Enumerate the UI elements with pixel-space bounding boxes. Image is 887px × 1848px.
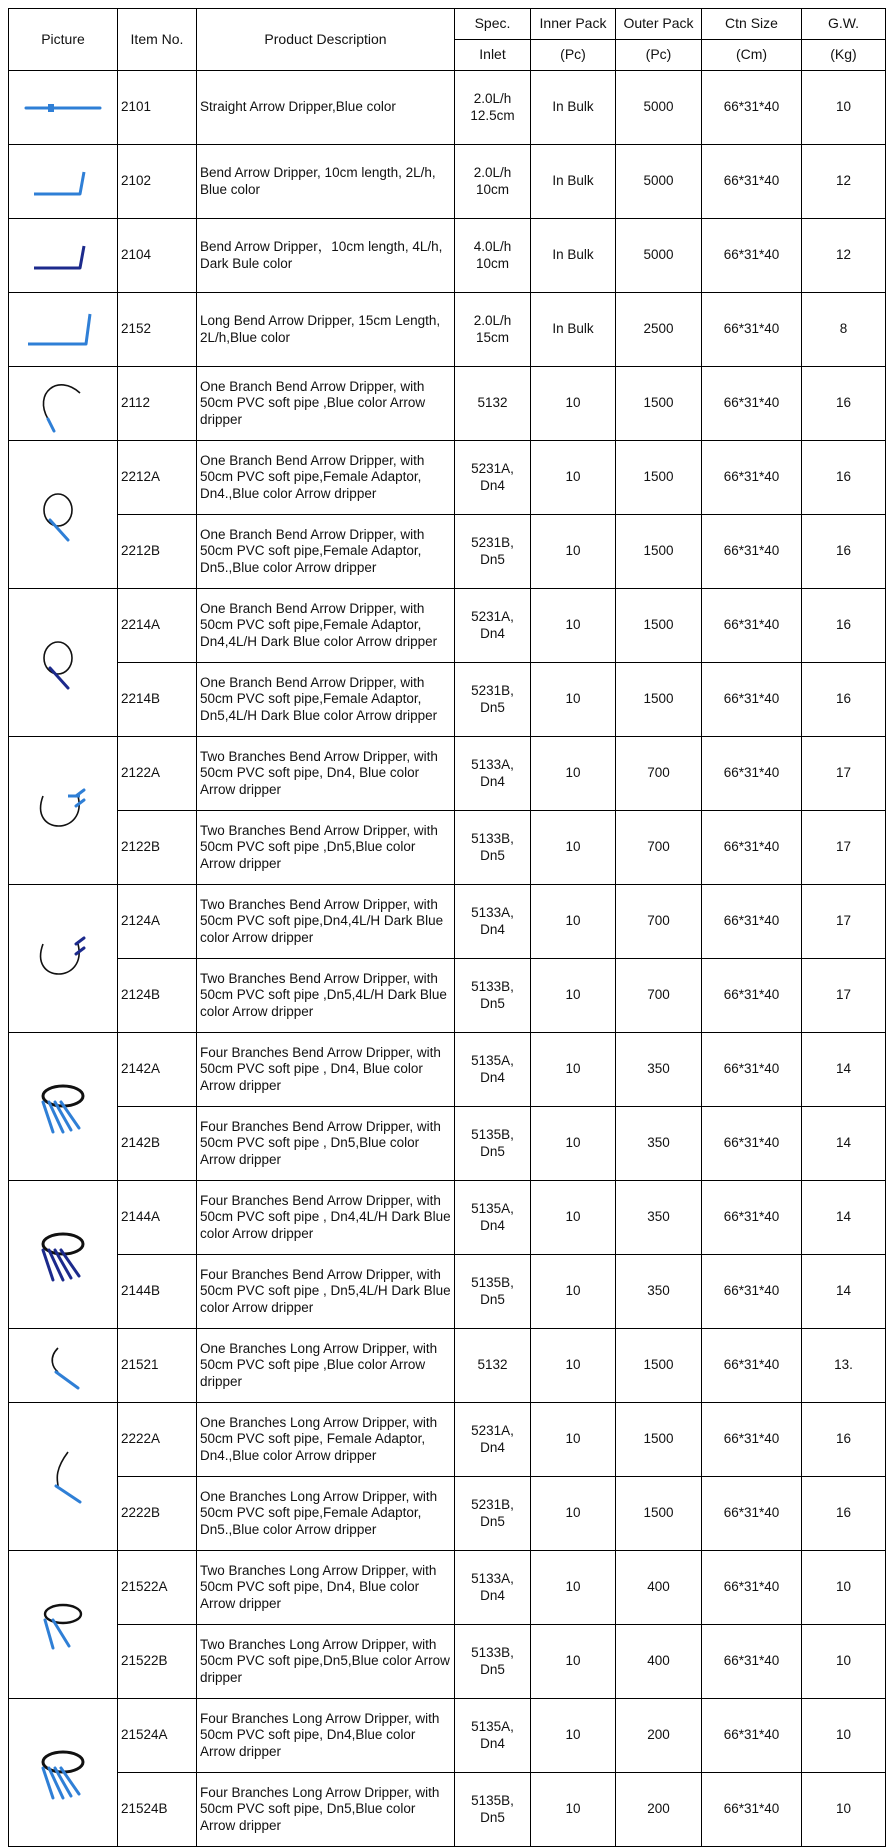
inner-pack-cell: 10 bbox=[531, 1477, 616, 1551]
outer-pack-cell: 1500 bbox=[616, 367, 702, 441]
inlet-value: Dn4 bbox=[480, 773, 505, 789]
outer-pack-cell: 350 bbox=[616, 1033, 702, 1107]
spec-cell bbox=[455, 1181, 531, 1255]
table-row bbox=[9, 293, 886, 367]
table-row bbox=[9, 959, 886, 1033]
gw-cell: 16 bbox=[802, 441, 886, 515]
item-no-cell: 2214B bbox=[118, 663, 197, 737]
item-no-cell: 2222B bbox=[118, 1477, 197, 1551]
outer-pack-cell: 400 bbox=[616, 1625, 702, 1699]
spec-value: 5132 bbox=[477, 1357, 508, 1373]
col-inner-header: Inner Pack bbox=[531, 9, 616, 40]
gw-cell: 16 bbox=[802, 515, 886, 589]
spec-cell bbox=[455, 1107, 531, 1181]
col-item-header: Item No. bbox=[118, 9, 197, 71]
table-row bbox=[9, 1773, 886, 1847]
ctn-size-cell: 66*31*40 bbox=[702, 1107, 802, 1181]
inner-pack-cell: 10 bbox=[531, 1699, 616, 1773]
two-branch-dark-dripper-icon bbox=[9, 924, 117, 994]
inlet-value: 10cm bbox=[475, 255, 509, 271]
gw-cell: 17 bbox=[802, 737, 886, 811]
ctn-size-cell: 66*31*40 bbox=[702, 1181, 802, 1255]
picture-cell bbox=[9, 293, 118, 367]
picture-cell bbox=[9, 1033, 118, 1181]
description-cell: Four Branches Bend Arrow Dripper, with 50cm PVC soft pipe , Dn5,4L/H Dark Blue color Arrow dripper bbox=[197, 1255, 455, 1329]
item-no-cell: 21522B bbox=[118, 1625, 197, 1699]
col-gw-header: G.W. bbox=[802, 9, 886, 40]
spec-cell bbox=[455, 1403, 531, 1477]
table-row bbox=[9, 1551, 886, 1625]
ctn-size-cell: 66*31*40 bbox=[702, 1699, 802, 1773]
item-no-cell: 2212A bbox=[118, 441, 197, 515]
inner-pack-cell: 10 bbox=[531, 737, 616, 811]
inlet-value: Dn4 bbox=[480, 1069, 505, 1085]
bend-dripper-dark-icon bbox=[9, 234, 117, 278]
item-no-cell: 2142B bbox=[118, 1107, 197, 1181]
table-row bbox=[9, 811, 886, 885]
picture-cell bbox=[9, 1699, 118, 1847]
table-row bbox=[9, 1699, 886, 1773]
item-no-cell: 2144B bbox=[118, 1255, 197, 1329]
inlet-value: Dn4 bbox=[480, 1587, 505, 1603]
spec-cell bbox=[455, 1329, 531, 1403]
col-outer-header: Outer Pack bbox=[616, 9, 702, 40]
inner-pack-cell: 10 bbox=[531, 811, 616, 885]
spec-value: 5231B, bbox=[471, 535, 514, 551]
item-no-cell: 2214A bbox=[118, 589, 197, 663]
outer-pack-cell: 700 bbox=[616, 737, 702, 811]
gw-cell: 16 bbox=[802, 1403, 886, 1477]
item-no-cell: 2124B bbox=[118, 959, 197, 1033]
four-branch-dripper-icon bbox=[9, 1072, 117, 1142]
item-no-cell: 21524A bbox=[118, 1699, 197, 1773]
description-cell: Four Branches Long Arrow Dripper, with 50cm PVC soft pipe, Dn4,Blue color Arrow dripper bbox=[197, 1699, 455, 1773]
item-no-cell: 2104 bbox=[118, 219, 197, 293]
one-branch-long-dripper-icon bbox=[9, 1338, 117, 1394]
spec-value: 5231A, bbox=[471, 609, 514, 625]
inlet-value: Dn5 bbox=[480, 1809, 505, 1825]
inner-pack-cell: 10 bbox=[531, 885, 616, 959]
gw-cell: 16 bbox=[802, 367, 886, 441]
spec-cell bbox=[455, 1699, 531, 1773]
spec-value: 5135A, bbox=[471, 1053, 514, 1069]
outer-pack-cell: 200 bbox=[616, 1773, 702, 1847]
outer-pack-cell: 700 bbox=[616, 811, 702, 885]
inlet-value: 15cm bbox=[475, 329, 509, 345]
table-row bbox=[9, 589, 886, 663]
inner-pack-cell: 10 bbox=[531, 663, 616, 737]
item-no-cell: 2122B bbox=[118, 811, 197, 885]
table-row bbox=[9, 1403, 886, 1477]
spec-cell bbox=[455, 1033, 531, 1107]
inner-pack-cell: 10 bbox=[531, 1551, 616, 1625]
spec-cell bbox=[455, 1773, 531, 1847]
spec-value: 5135B, bbox=[471, 1127, 514, 1143]
item-no-cell: 2112 bbox=[118, 367, 197, 441]
col-ctn-unit: (Cm) bbox=[702, 40, 802, 71]
ctn-size-cell: 66*31*40 bbox=[702, 1551, 802, 1625]
outer-pack-cell: 1500 bbox=[616, 589, 702, 663]
spec-cell bbox=[455, 589, 531, 663]
description-cell: Two Branches Long Arrow Dripper, with 50cm PVC soft pipe, Dn4, Blue color Arrow dripper bbox=[197, 1551, 455, 1625]
col-description-header: Product Description bbox=[197, 9, 455, 71]
ctn-size-cell: 66*31*40 bbox=[702, 145, 802, 219]
ctn-size-cell: 66*31*40 bbox=[702, 367, 802, 441]
spec-cell bbox=[455, 367, 531, 441]
item-no-cell: 2142A bbox=[118, 1033, 197, 1107]
table-row bbox=[9, 1033, 886, 1107]
two-branch-long-dripper-icon bbox=[9, 1590, 117, 1660]
description-cell: Two Branches Bend Arrow Dripper, with 50cm PVC soft pipe ,Dn5,Blue color Arrow dripper bbox=[197, 811, 455, 885]
picture-cell bbox=[9, 71, 118, 145]
inner-pack-cell: 10 bbox=[531, 367, 616, 441]
outer-pack-cell: 350 bbox=[616, 1107, 702, 1181]
col-inlet-header: Inlet bbox=[455, 40, 531, 71]
spec-value: 5231A, bbox=[471, 1423, 514, 1439]
gw-cell: 16 bbox=[802, 663, 886, 737]
item-no-cell: 21524B bbox=[118, 1773, 197, 1847]
description-cell: One Branch Bend Arrow Dripper, with 50cm PVC soft pipe,Female Adaptor, Dn4,4L/H Dark Blue color Arrow dripper bbox=[197, 589, 455, 663]
ctn-size-cell: 66*31*40 bbox=[702, 885, 802, 959]
outer-pack-cell: 1500 bbox=[616, 1403, 702, 1477]
table-row bbox=[9, 219, 886, 293]
product-sheet bbox=[8, 8, 886, 1847]
description-cell: One Branches Long Arrow Dripper, with 50cm PVC soft pipe ,Blue color Arrow dripper bbox=[197, 1329, 455, 1403]
description-cell: Straight Arrow Dripper,Blue color bbox=[197, 71, 455, 145]
spec-cell bbox=[455, 293, 531, 367]
inlet-value: Dn5 bbox=[480, 1143, 505, 1159]
description-cell: Four Branches Bend Arrow Dripper, with 50cm PVC soft pipe , Dn4, Blue color Arrow dripper bbox=[197, 1033, 455, 1107]
picture-cell bbox=[9, 589, 118, 737]
inner-pack-cell: 10 bbox=[531, 1255, 616, 1329]
ctn-size-cell: 66*31*40 bbox=[702, 663, 802, 737]
ctn-size-cell: 66*31*40 bbox=[702, 219, 802, 293]
spec-cell bbox=[455, 885, 531, 959]
picture-cell bbox=[9, 367, 118, 441]
ctn-size-cell: 66*31*40 bbox=[702, 71, 802, 145]
gw-cell: 17 bbox=[802, 811, 886, 885]
inner-pack-cell: In Bulk bbox=[531, 145, 616, 219]
inlet-value: 12.5cm bbox=[470, 107, 515, 123]
gw-cell: 10 bbox=[802, 1551, 886, 1625]
inlet-value: 10cm bbox=[475, 181, 509, 197]
item-no-cell: 2101 bbox=[118, 71, 197, 145]
item-no-cell: 21521 bbox=[118, 1329, 197, 1403]
spec-value: 5133A, bbox=[471, 905, 514, 921]
spec-value: 5135A, bbox=[471, 1719, 514, 1735]
description-cell: Two Branches Bend Arrow Dripper, with 50cm PVC soft pipe,Dn4,4L/H Dark Blue color Arrow dripper bbox=[197, 885, 455, 959]
ctn-size-cell: 66*31*40 bbox=[702, 737, 802, 811]
inlet-value: Dn5 bbox=[480, 551, 505, 567]
outer-pack-cell: 700 bbox=[616, 959, 702, 1033]
gw-cell: 13. bbox=[802, 1329, 886, 1403]
two-branch-dripper-icon bbox=[9, 776, 117, 846]
table-body bbox=[9, 71, 886, 1847]
item-no-cell: 21522A bbox=[118, 1551, 197, 1625]
one-branch-adaptor-dripper-icon bbox=[9, 480, 117, 550]
description-cell: Four Branches Long Arrow Dripper, with 50cm PVC soft pipe, Dn5,Blue color Arrow dripper bbox=[197, 1773, 455, 1847]
spec-value: 5133B, bbox=[471, 1645, 514, 1661]
inner-pack-cell: 10 bbox=[531, 589, 616, 663]
gw-cell: 10 bbox=[802, 1773, 886, 1847]
ctn-size-cell: 66*31*40 bbox=[702, 293, 802, 367]
spec-value: 2.0L/h bbox=[473, 165, 512, 181]
gw-cell: 14 bbox=[802, 1033, 886, 1107]
ctn-size-cell: 66*31*40 bbox=[702, 1773, 802, 1847]
gw-cell: 14 bbox=[802, 1107, 886, 1181]
spec-value: 5133A, bbox=[471, 757, 514, 773]
col-ctn-header: Ctn Size bbox=[702, 9, 802, 40]
inner-pack-cell: In Bulk bbox=[531, 293, 616, 367]
spec-value: 4.0L/h bbox=[473, 239, 512, 255]
description-cell: One Branch Bend Arrow Dripper, with 50cm PVC soft pipe,Female Adaptor, Dn4.,Blue color Arrow dripper bbox=[197, 441, 455, 515]
picture-cell bbox=[9, 441, 118, 589]
description-cell: Two Branches Bend Arrow Dripper, with 50cm PVC soft pipe ,Dn5,4L/H Dark Blue color Arrow dripper bbox=[197, 959, 455, 1033]
gw-cell: 17 bbox=[802, 959, 886, 1033]
spec-cell bbox=[455, 737, 531, 811]
table-row bbox=[9, 1477, 886, 1551]
gw-cell: 8 bbox=[802, 293, 886, 367]
long-bend-dripper-icon bbox=[9, 306, 117, 354]
item-no-cell: 2144A bbox=[118, 1181, 197, 1255]
gw-cell: 14 bbox=[802, 1255, 886, 1329]
description-cell: Long Bend Arrow Dripper, 15cm Length, 2L/h,Blue color bbox=[197, 293, 455, 367]
bend-dripper-icon bbox=[9, 160, 117, 204]
item-no-cell: 2124A bbox=[118, 885, 197, 959]
inlet-value: Dn4 bbox=[480, 921, 505, 937]
col-spec-header: Spec. bbox=[455, 9, 531, 40]
outer-pack-cell: 1500 bbox=[616, 1477, 702, 1551]
inlet-value: Dn5 bbox=[480, 1661, 505, 1677]
picture-cell bbox=[9, 145, 118, 219]
spec-cell bbox=[455, 811, 531, 885]
spec-value: 5231B, bbox=[471, 1497, 514, 1513]
inner-pack-cell: 10 bbox=[531, 1329, 616, 1403]
spec-value: 5231B, bbox=[471, 683, 514, 699]
picture-cell bbox=[9, 885, 118, 1033]
inlet-value: Dn5 bbox=[480, 1513, 505, 1529]
col-outer-unit: (Pc) bbox=[616, 40, 702, 71]
one-branch-long-adaptor-dripper-icon bbox=[9, 1442, 117, 1512]
inner-pack-cell: In Bulk bbox=[531, 219, 616, 293]
col-gw-unit: (Kg) bbox=[802, 40, 886, 71]
spec-cell bbox=[455, 515, 531, 589]
spec-cell bbox=[455, 1625, 531, 1699]
outer-pack-cell: 400 bbox=[616, 1551, 702, 1625]
inner-pack-cell: 10 bbox=[531, 441, 616, 515]
description-cell: Four Branches Bend Arrow Dripper, with 50cm PVC soft pipe , Dn4,4L/H Dark Blue color Arrow dripper bbox=[197, 1181, 455, 1255]
inner-pack-cell: 10 bbox=[531, 1107, 616, 1181]
description-cell: Bend Arrow Dripper, 10cm length, 2L/h, Blue color bbox=[197, 145, 455, 219]
inner-pack-cell: 10 bbox=[531, 1403, 616, 1477]
col-picture-header: Picture bbox=[9, 9, 118, 71]
col-inner-unit: (Pc) bbox=[531, 40, 616, 71]
inlet-value: Dn4 bbox=[480, 625, 505, 641]
table-row bbox=[9, 737, 886, 811]
item-no-cell: 2122A bbox=[118, 737, 197, 811]
inner-pack-cell: 10 bbox=[531, 1033, 616, 1107]
item-no-cell: 2152 bbox=[118, 293, 197, 367]
four-branch-dark-dripper-icon bbox=[9, 1220, 117, 1290]
outer-pack-cell: 1500 bbox=[616, 1329, 702, 1403]
description-cell: One Branch Bend Arrow Dripper, with 50cm PVC soft pipe,Female Adaptor, Dn5,4L/H Dark Blue color Arrow dripper bbox=[197, 663, 455, 737]
inlet-value: Dn5 bbox=[480, 699, 505, 715]
table-row bbox=[9, 515, 886, 589]
outer-pack-cell: 350 bbox=[616, 1181, 702, 1255]
spec-cell bbox=[455, 145, 531, 219]
table-row bbox=[9, 1255, 886, 1329]
description-cell: One Branch Bend Arrow Dripper, with 50cm PVC soft pipe,Female Adaptor, Dn5.,Blue color Arrow dripper bbox=[197, 515, 455, 589]
gw-cell: 10 bbox=[802, 71, 886, 145]
product-table bbox=[8, 8, 886, 1847]
spec-value: 2.0L/h bbox=[473, 313, 512, 329]
inlet-value: Dn4 bbox=[480, 1735, 505, 1751]
inner-pack-cell: 10 bbox=[531, 515, 616, 589]
table-row bbox=[9, 1107, 886, 1181]
outer-pack-cell: 700 bbox=[616, 885, 702, 959]
table-row bbox=[9, 441, 886, 515]
spec-cell bbox=[455, 219, 531, 293]
ctn-size-cell: 66*31*40 bbox=[702, 1625, 802, 1699]
inner-pack-cell: 10 bbox=[531, 1181, 616, 1255]
outer-pack-cell: 1500 bbox=[616, 515, 702, 589]
ctn-size-cell: 66*31*40 bbox=[702, 1477, 802, 1551]
item-no-cell: 2222A bbox=[118, 1403, 197, 1477]
inner-pack-cell: 10 bbox=[531, 1625, 616, 1699]
description-cell: Two Branches Long Arrow Dripper, with 50cm PVC soft pipe,Dn5,Blue color Arrow dripper bbox=[197, 1625, 455, 1699]
description-cell: One Branches Long Arrow Dripper, with 50cm PVC soft pipe, Female Adaptor, Dn4.,Blue color Arrow dripper bbox=[197, 1403, 455, 1477]
ctn-size-cell: 66*31*40 bbox=[702, 811, 802, 885]
inlet-value: Dn4 bbox=[480, 1439, 505, 1455]
item-no-cell: 2212B bbox=[118, 515, 197, 589]
picture-cell bbox=[9, 1403, 118, 1551]
ctn-size-cell: 66*31*40 bbox=[702, 441, 802, 515]
spec-value: 5132 bbox=[477, 395, 508, 411]
table-row bbox=[9, 145, 886, 219]
description-cell: Four Branches Bend Arrow Dripper, with 50cm PVC soft pipe , Dn5,Blue color Arrow dripper bbox=[197, 1107, 455, 1181]
gw-cell: 10 bbox=[802, 1625, 886, 1699]
inlet-value: Dn5 bbox=[480, 1291, 505, 1307]
spec-cell bbox=[455, 1255, 531, 1329]
ctn-size-cell: 66*31*40 bbox=[702, 1033, 802, 1107]
spec-cell bbox=[455, 1477, 531, 1551]
picture-cell bbox=[9, 737, 118, 885]
gw-cell: 10 bbox=[802, 1699, 886, 1773]
description-cell: Two Branches Bend Arrow Dripper, with 50cm PVC soft pipe, Dn4, Blue color Arrow dripper bbox=[197, 737, 455, 811]
spec-cell bbox=[455, 71, 531, 145]
table-row bbox=[9, 1329, 886, 1403]
header-row bbox=[9, 9, 886, 40]
spec-cell bbox=[455, 441, 531, 515]
description-cell: One Branches Long Arrow Dripper, with 50cm PVC soft pipe,Female Adaptor, Dn5.,Blue color Arrow dripper bbox=[197, 1477, 455, 1551]
inner-pack-cell: In Bulk bbox=[531, 71, 616, 145]
spec-value: 5231A, bbox=[471, 461, 514, 477]
gw-cell: 17 bbox=[802, 885, 886, 959]
straight-dripper-icon bbox=[9, 88, 117, 128]
one-branch-dripper-icon bbox=[9, 373, 117, 435]
picture-cell bbox=[9, 1329, 118, 1403]
spec-cell bbox=[455, 959, 531, 1033]
outer-pack-cell: 200 bbox=[616, 1699, 702, 1773]
item-no-cell: 2102 bbox=[118, 145, 197, 219]
inlet-value: Dn5 bbox=[480, 847, 505, 863]
ctn-size-cell: 66*31*40 bbox=[702, 1403, 802, 1477]
ctn-size-cell: 66*31*40 bbox=[702, 1329, 802, 1403]
description-cell: One Branch Bend Arrow Dripper, with 50cm PVC soft pipe ,Blue color Arrow dripper bbox=[197, 367, 455, 441]
spec-value: 5135A, bbox=[471, 1201, 514, 1217]
inlet-value: Dn5 bbox=[480, 995, 505, 1011]
table-row bbox=[9, 71, 886, 145]
ctn-size-cell: 66*31*40 bbox=[702, 589, 802, 663]
spec-value: 5133B, bbox=[471, 831, 514, 847]
picture-cell bbox=[9, 1181, 118, 1329]
description-cell: Bend Arrow Dripper，10cm length, 4L/h, Dark Bule color bbox=[197, 219, 455, 293]
spec-value: 2.0L/h bbox=[473, 91, 512, 107]
picture-cell bbox=[9, 1551, 118, 1699]
outer-pack-cell: 350 bbox=[616, 1255, 702, 1329]
spec-value: 5135B, bbox=[471, 1793, 514, 1809]
ctn-size-cell: 66*31*40 bbox=[702, 1255, 802, 1329]
spec-cell bbox=[455, 663, 531, 737]
spec-value: 5133B, bbox=[471, 979, 514, 995]
outer-pack-cell: 1500 bbox=[616, 663, 702, 737]
ctn-size-cell: 66*31*40 bbox=[702, 515, 802, 589]
outer-pack-cell: 5000 bbox=[616, 71, 702, 145]
picture-cell bbox=[9, 219, 118, 293]
outer-pack-cell: 5000 bbox=[616, 145, 702, 219]
table-row bbox=[9, 1181, 886, 1255]
spec-value: 5135B, bbox=[471, 1275, 514, 1291]
gw-cell: 16 bbox=[802, 589, 886, 663]
gw-cell: 14 bbox=[802, 1181, 886, 1255]
gw-cell: 12 bbox=[802, 219, 886, 293]
ctn-size-cell: 66*31*40 bbox=[702, 959, 802, 1033]
gw-cell: 16 bbox=[802, 1477, 886, 1551]
table-row bbox=[9, 1625, 886, 1699]
spec-value: 5133A, bbox=[471, 1571, 514, 1587]
one-branch-adaptor-dark-dripper-icon bbox=[9, 628, 117, 698]
inner-pack-cell: 10 bbox=[531, 959, 616, 1033]
inlet-value: Dn4 bbox=[480, 1217, 505, 1233]
table-row bbox=[9, 885, 886, 959]
inner-pack-cell: 10 bbox=[531, 1773, 616, 1847]
outer-pack-cell: 5000 bbox=[616, 219, 702, 293]
outer-pack-cell: 2500 bbox=[616, 293, 702, 367]
outer-pack-cell: 1500 bbox=[616, 441, 702, 515]
four-branch-long-dripper-icon bbox=[9, 1738, 117, 1808]
inlet-value: Dn4 bbox=[480, 477, 505, 493]
table-row bbox=[9, 663, 886, 737]
table-row bbox=[9, 367, 886, 441]
spec-cell bbox=[455, 1551, 531, 1625]
gw-cell: 12 bbox=[802, 145, 886, 219]
